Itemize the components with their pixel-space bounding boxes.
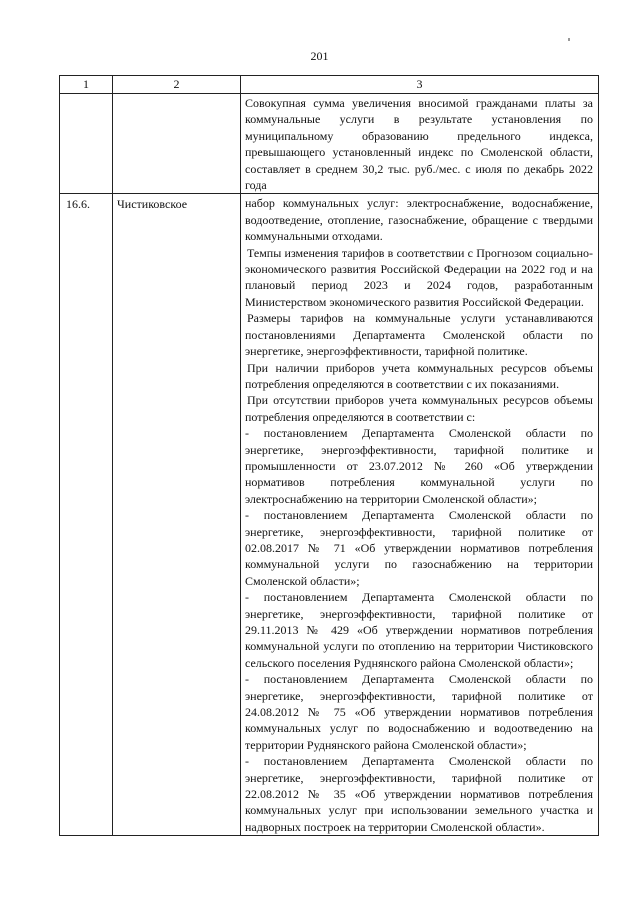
page-number: 201 (310, 49, 329, 63)
paragraph: Темпы изменения тарифов в соответствии с Прогнозом социально-экономического развития Российской Федерации на 2022 год и на плановый период 2023 и 2024 годов, разработанным Министерством экономического развития Российской Федерации. (245, 245, 593, 309)
description-cell (241, 94, 599, 194)
paragraph: - постановлением Департамента Смоленской области по энергетике, энергоэффективности, тарифной политике от 29.11.2013 № 429 «Об утверждении нормативов потребления коммунальной услуги по отоплению на территории Чистиковского сельского поселения Руднянского района Смоленской области»; (245, 590, 593, 670)
scan-mark (568, 38, 570, 41)
header-cell-2: 2 (113, 76, 241, 94)
paragraph: - постановлением Департамента Смоленской области по энергетике, энергоэффективности, тарифной политике от 02.08.2017 № 71 «Об утверждении нормативов потребления коммунальной услуги по газоснабжению на территории Смоленской области»; (245, 508, 593, 588)
paragraph: набор коммунальных услуг: электроснабжение, водоснабжение, водоотведение, отопление, газоснабжение, обращение с твердыми коммунальными отходами. (245, 196, 593, 244)
row-number (60, 94, 113, 194)
header-cell-1: 1 (60, 76, 113, 94)
tariff-table (59, 75, 599, 836)
paragraph: При отсутствии приборов учета коммунальных ресурсов объемы потребления определяются в соответствии с: (245, 393, 593, 424)
header-cell-3: 3 (241, 76, 599, 94)
row-number: 16.6. (60, 194, 113, 836)
paragraph: Размеры тарифов на коммунальные услуги устанавливаются постановлениями Департамента Смоленской области по энергетике, энергоэффективности, тарифной политике. (245, 311, 593, 359)
paragraph: При наличии приборов учета коммунальных ресурсов объемы потребления определяются в соответствии с их показаниями. (245, 360, 593, 391)
description-cell (241, 194, 599, 836)
paragraph: - постановлением Департамента Смоленской области по энергетике, энергоэффективности, тарифной политике от 24.08.2012 № 75 «Об утверждении нормативов потребления коммунальных услуг по водоснабжению и водоотведению на территории Руднянского района Смоленской области»; (245, 672, 593, 752)
paragraph: Совокупная сумма увеличения вносимой гражданами платы за коммунальные услуги в результате установления по муниципальному образованию предельного индекса, превышающего установленный индекс по Смоленской области, составляет в среднем 30,2 тыс. руб./мес. с июля по декабрь 2022 года (245, 96, 593, 193)
table-row (60, 194, 599, 836)
table-header-row (60, 76, 599, 94)
paragraph: - постановлением Департамента Смоленской области по энергетике, энергоэффективности, тарифной политике и промышленности от 23.07.2012 № 260 «Об утверждении нормативов потребления коммунальной услуги по электроснабжению на территории Смоленской области»; (245, 426, 593, 506)
municipality-name: Чистиковское (113, 194, 241, 836)
municipality-name (113, 94, 241, 194)
table-row (60, 94, 599, 194)
paragraph: - постановлением Департамента Смоленской области по энергетике, энергоэффективности, тарифной политике от 22.08.2012 № 35 «Об утверждении нормативов потребления коммунальных услуг при использовании земельного участка и надворных построек на территории Смоленской области». (245, 754, 593, 834)
